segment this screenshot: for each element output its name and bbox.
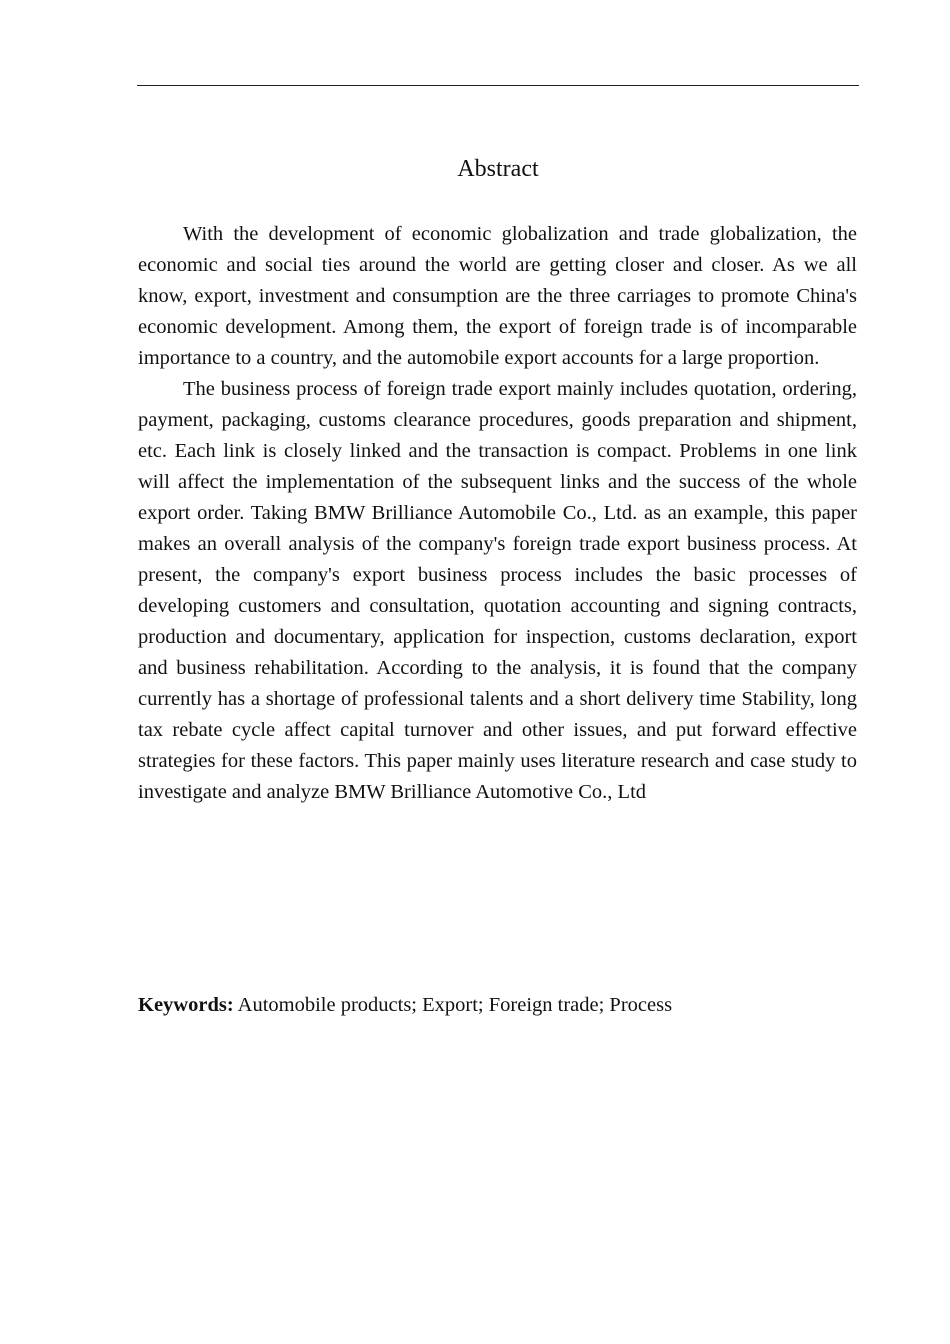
keywords-text: Automobile products; Export; Foreign trade; Process bbox=[233, 994, 673, 1016]
abstract-body bbox=[138, 219, 857, 808]
abstract-paragraph-2: The business process of foreign trade export mainly includes quotation, ordering, payment, packaging, customs clearance procedures, goods preparation and shipment, etc. Each link is closely linked and the transaction is compact. Problems in one link will affect the implementation of the subsequent links and the success of the whole export order. Taking BMW Brilliance Automobile Co., Ltd. as an example, this paper makes an overall analysis of the company's foreign trade export business process. At present, the company's export business process includes the basic processes of developing customers and consultation, quotation accounting and signing contracts, production and documentary, application for inspection, customs declaration, export and business rehabilitation. According to the analysis, it is found that the company currently has a shortage of professional talents and a short delivery time Stability, long tax rebate cycle affect capital turnover and other issues, and put forward effective strategies for these factors. This paper mainly uses literature research and case study to investigate and analyze BMW Brilliance Automotive Co., Ltd bbox=[138, 378, 857, 803]
keywords-line bbox=[138, 990, 857, 1021]
keywords-label: Keywords: bbox=[138, 994, 234, 1016]
abstract-paragraph-1: With the development of economic globalization and trade globalization, the economic and social ties around the world are getting closer and closer. As we all know, export, investment and consumption are the three carriages to promote China's economic development. Among them, the export of foreign trade is of incomparable importance to a country, and the automobile export accounts for a large proportion. bbox=[138, 223, 857, 369]
abstract-title: Abstract bbox=[457, 156, 539, 182]
header-rule bbox=[137, 85, 859, 86]
